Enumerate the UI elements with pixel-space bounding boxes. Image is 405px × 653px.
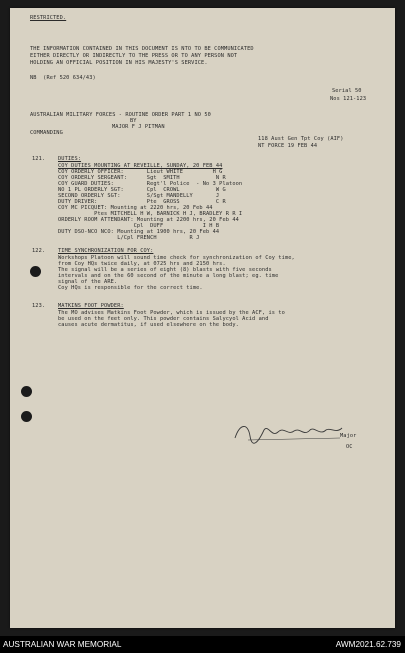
duty-line: Ptes MITCHELL H W, BARNICK H J, BRADLEY R R I xyxy=(58,211,243,217)
duty-line: COY DUTIES MOUNTING AT REVEILLE, SUNDAY, 20 FEB 44 xyxy=(58,163,223,169)
signature-oc: OC xyxy=(346,444,353,450)
warning-line: HOLDING AN OFFICIAL POSITION IN HIS MAJESTY'S SERVICE. xyxy=(30,60,208,66)
footer-accession: AWM2021.62.739 xyxy=(335,640,401,649)
duty-line: ORDERLY ROOM ATTENDANT: Mounting at 2200 hrs, 20 Feb 44 xyxy=(58,217,239,223)
order-title: AUSTRALIAN MILITARY FORCES - ROUTINE ORDER PART 1 NO 50 xyxy=(30,112,211,118)
item-122-number: 122. xyxy=(32,248,46,254)
item-123-number: 123. xyxy=(32,303,46,309)
serial-number: Serial 50 xyxy=(332,88,362,94)
item-122-line: signal of the ARE. xyxy=(58,279,118,285)
item-123-line: The MO advises Matkins Foot Powder, which is issued by the ACF, is to xyxy=(58,310,285,316)
duty-line: Cpl DUFF I H B xyxy=(58,223,220,229)
restricted-heading: RESTRICTED. xyxy=(30,15,67,21)
duty-line: COY ORDERLY SERGEANT: Sgt SMITH N R xyxy=(58,175,226,181)
order-numbers: Nos 121-123 xyxy=(330,96,367,102)
item-122-line: from Coy HQs twice daily, at 0725 hrs and 2150 hrs. xyxy=(58,261,226,267)
nb-reference: NB (Ref 520 634/43) xyxy=(30,75,96,81)
duty-line: SECOND ORDERLY SGT: S/Sgt MANDELLY J xyxy=(58,193,220,199)
force-date: NT FORCE 19 FEB 44 xyxy=(258,143,318,149)
unit-name: 118 Aust Gen Tpt Coy (AIF) xyxy=(258,136,344,142)
item-123-line: causes acute dermatitus, if used elsewhere on the body. xyxy=(58,322,239,328)
duty-line: L/Cpl FRENCH R J xyxy=(58,235,200,241)
duty-line: COY MC PICQUET: Mounting at 2220 hrs, 20 Feb 44 xyxy=(58,205,213,211)
duty-line: NO 1 PL ORDERLY SGT: Cpl CROWL W G xyxy=(58,187,226,193)
item-121-number: 121. xyxy=(32,156,46,162)
punch-hole xyxy=(30,266,41,277)
duty-line: COY GUARD DUTIES: Regt'l Police - No 3 Platoon xyxy=(58,181,243,187)
item-122-line: Coy HQs is responsible for the correct time. xyxy=(58,285,203,291)
document-page xyxy=(10,8,395,628)
item-122-line: intervals and on the 60 second of the minute a long blast; eg. time xyxy=(58,273,279,279)
footer-bar xyxy=(0,636,405,653)
commander-name: MAJOR F J PITMAN xyxy=(112,124,165,130)
punch-hole xyxy=(21,411,32,422)
duty-line: COY ORDERLY OFFICER: Lieut WHITE H G xyxy=(58,169,223,175)
item-122-line: Workshops Platoon will sound time check for synchronization of Coy time, xyxy=(58,255,295,261)
item-122-title: TIME SYNCHRONIZATION FOR COY: xyxy=(58,248,154,254)
duty-line: DUTY DSO-NCO NCO: Mounting at 1900 hrs, 20 Feb 44 xyxy=(58,229,220,235)
signature-major: Major xyxy=(340,433,357,439)
order-by: BY xyxy=(130,118,137,124)
item-122-line: The signal will be a series of eight (8) blasts with five seconds xyxy=(58,267,272,273)
item-123-title: MATKINS FOOT POWDER: xyxy=(58,303,124,309)
footer-credit: AUSTRALIAN WAR MEMORIAL xyxy=(3,640,122,649)
signature xyxy=(230,418,350,448)
commanding-label: COMMANDING xyxy=(30,130,63,136)
warning-line: THE INFORMATION CONTAINED IN THIS DOCUMENT IS NTO TO BE COMMUNICATED xyxy=(30,46,254,52)
item-121-title: DUTIES: xyxy=(58,156,82,162)
warning-line: EITHER DIRECTLY OR INDIRECTLY TO THE PRESS OR TO ANY PERSON NOT xyxy=(30,53,238,59)
punch-hole xyxy=(21,386,32,397)
item-123-line: be used on the feet only. This powder contains Salycyol Acid and xyxy=(58,316,269,322)
duty-line: DUTY DRIVER: Pte GROSS C R xyxy=(58,199,226,205)
